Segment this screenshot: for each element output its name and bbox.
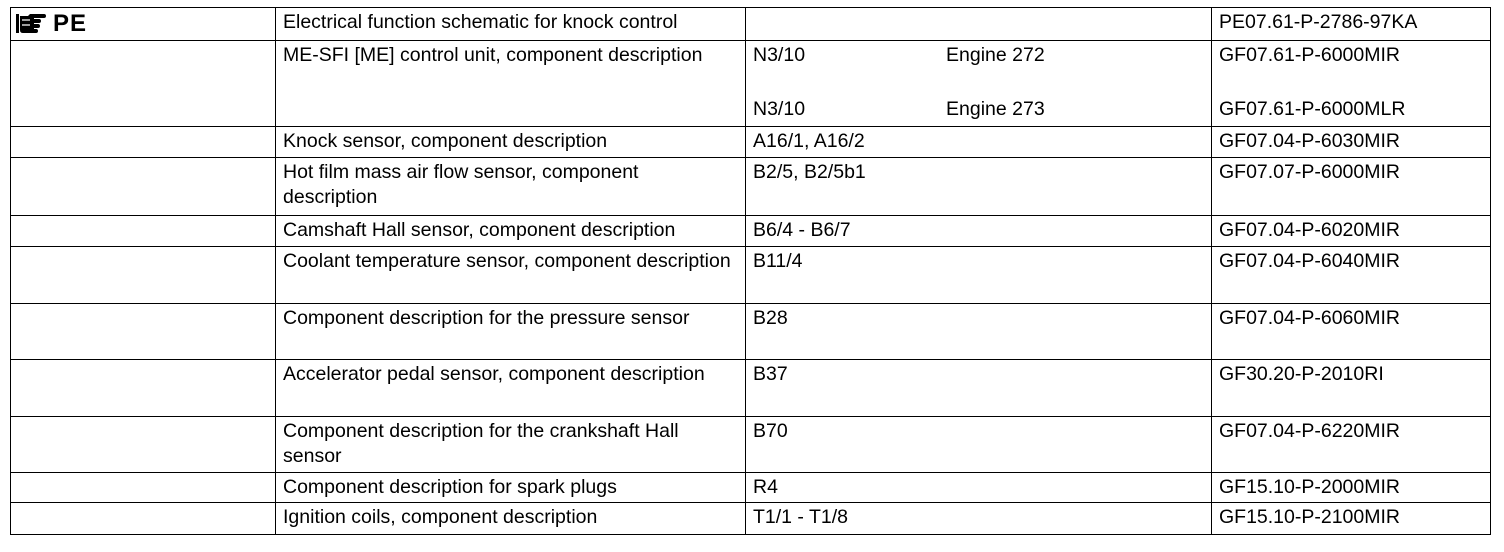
table-row bbox=[11, 304, 1491, 360]
reference-link[interactable]: GF30.20-P-2010RI bbox=[1212, 360, 1491, 417]
component-code: T1/1 - T1/8 bbox=[746, 503, 1212, 535]
row-description: Camshaft Hall sensor, component description bbox=[276, 216, 746, 247]
header-title: Electrical function schematic for knock control bbox=[276, 8, 746, 41]
row-description: Knock sensor, component description bbox=[276, 127, 746, 158]
row-description: Component description for spark plugs bbox=[276, 473, 746, 503]
table-row bbox=[11, 247, 1491, 304]
reference-link[interactable]: GF07.61-P-6000MIR bbox=[1219, 44, 1400, 66]
row-description: Coolant temperature sensor, component description bbox=[276, 247, 746, 304]
reference-link[interactable]: GF15.10-P-2000MIR bbox=[1212, 473, 1491, 503]
engine-label: Engine 272 bbox=[946, 44, 1045, 66]
row-description: Ignition coils, component description bbox=[276, 503, 746, 535]
table-row bbox=[11, 360, 1491, 417]
empty-cell bbox=[11, 417, 276, 473]
table-row bbox=[11, 127, 1491, 158]
empty-cell bbox=[11, 247, 276, 304]
table-row bbox=[11, 216, 1491, 247]
section-marker-cell bbox=[11, 8, 276, 41]
table-row bbox=[11, 158, 1491, 216]
empty-cell bbox=[11, 473, 276, 503]
row-references bbox=[1212, 41, 1491, 127]
row-description: Component description for the pressure sensor bbox=[276, 304, 746, 360]
row-description: ME-SFI [ME] control unit, component description bbox=[276, 41, 746, 127]
empty-cell bbox=[11, 127, 276, 158]
table-row bbox=[11, 503, 1491, 535]
empty-cell bbox=[11, 216, 276, 247]
component-code: B6/4 - B6/7 bbox=[746, 216, 1212, 247]
component-code: B37 bbox=[746, 360, 1212, 417]
empty-cell bbox=[11, 41, 276, 127]
row-description: Component description for the crankshaft Hall sensor bbox=[276, 417, 746, 473]
reference-link[interactable]: GF07.04-P-6060MIR bbox=[1212, 304, 1491, 360]
empty-cell bbox=[11, 503, 276, 535]
pointing-hand-icon bbox=[15, 11, 47, 35]
empty-cell bbox=[11, 360, 276, 417]
table-row bbox=[11, 417, 1491, 473]
component-code: B2/5, B2/5b1 bbox=[746, 158, 1212, 216]
table-row bbox=[11, 473, 1491, 503]
row-description: Accelerator pedal sensor, component description bbox=[276, 360, 746, 417]
table-row bbox=[11, 41, 1491, 127]
reference-link[interactable]: GF07.61-P-6000MLR bbox=[1219, 98, 1406, 120]
empty-cell bbox=[11, 158, 276, 216]
row-codes bbox=[746, 41, 1212, 127]
reference-link[interactable]: GF15.10-P-2100MIR bbox=[1212, 503, 1491, 535]
component-code: A16/1, A16/2 bbox=[746, 127, 1212, 158]
code-engine-line bbox=[753, 43, 1204, 68]
engine-label: Engine 273 bbox=[946, 98, 1045, 120]
header-reference[interactable]: PE07.61-P-2786-97KA bbox=[1212, 8, 1491, 41]
header-row bbox=[11, 8, 1491, 41]
reference-link[interactable]: GF07.04-P-6220MIR bbox=[1212, 417, 1491, 473]
component-code: R4 bbox=[746, 473, 1212, 503]
reference-table bbox=[10, 7, 1491, 535]
reference-link[interactable]: GF07.07-P-6000MIR bbox=[1212, 158, 1491, 216]
row-description: Hot film mass air flow sensor, component description bbox=[276, 158, 746, 216]
empty-cell bbox=[11, 304, 276, 360]
component-code: B11/4 bbox=[746, 247, 1212, 304]
component-code: N3/10 bbox=[753, 44, 806, 66]
component-code: B28 bbox=[746, 304, 1212, 360]
code-engine-line bbox=[753, 97, 1204, 122]
reference-link[interactable]: GF07.04-P-6020MIR bbox=[1212, 216, 1491, 247]
section-label: PE bbox=[53, 9, 88, 37]
header-code-cell bbox=[746, 8, 1212, 41]
reference-link[interactable]: GF07.04-P-6040MIR bbox=[1212, 247, 1491, 304]
reference-link[interactable]: GF07.04-P-6030MIR bbox=[1212, 127, 1491, 158]
component-code: B70 bbox=[746, 417, 1212, 473]
component-code: N3/10 bbox=[753, 98, 806, 120]
